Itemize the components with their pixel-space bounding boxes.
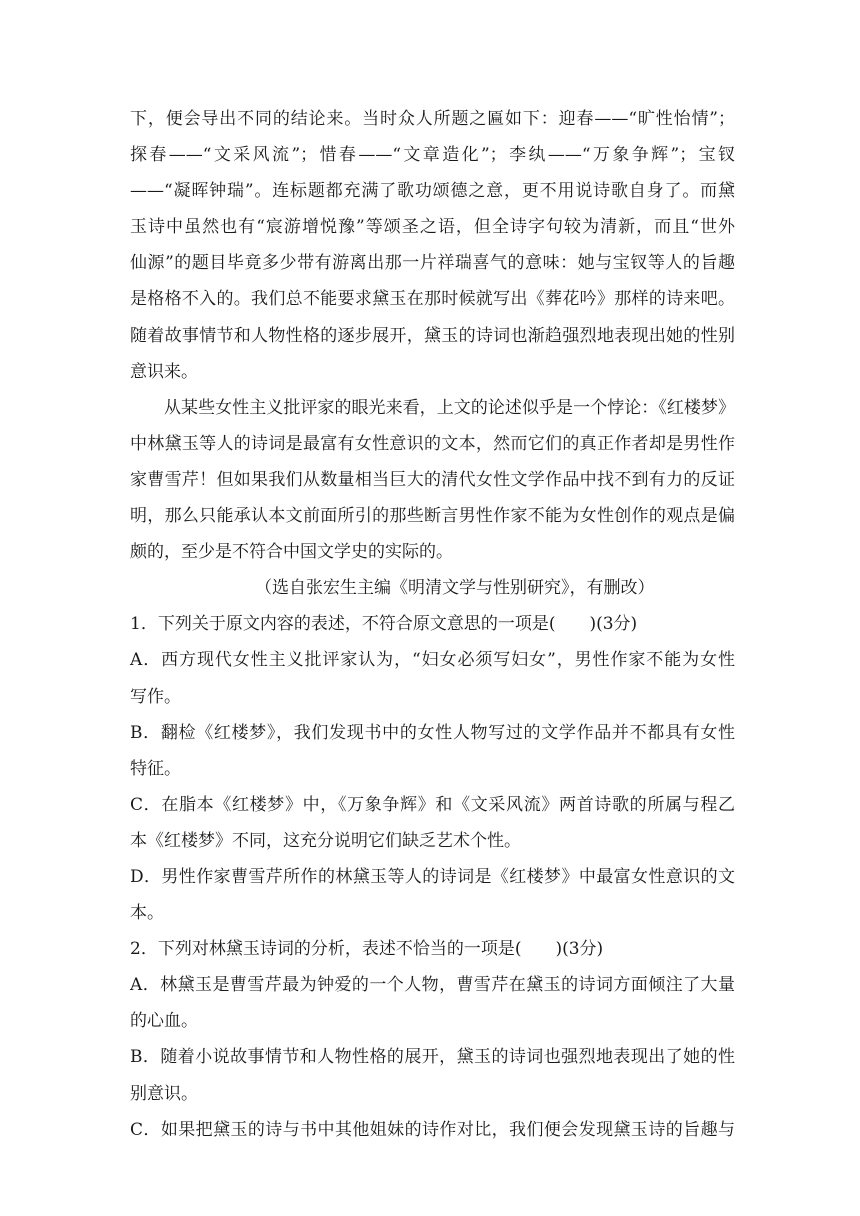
option-line: 写作。: [130, 686, 181, 707]
text-line: 是格格不入的。我们总不能要求黛玉在那时候就写出《葬花吟》那样的诗来吧。: [130, 289, 735, 310]
question-1: [130, 606, 735, 931]
source-citation: （选自张宏生主编《明清文学与性别研究》，有删改）: [255, 578, 655, 599]
text-line: 探春——“文采风流”；惜春——“文章造化”；李纨——“万象争辉”；宝钗: [130, 145, 735, 166]
text-line: 中林黛玉等人的诗词是最富有女性意识的文本，然而它们的真正作者却是男性作: [130, 433, 735, 454]
text-line: 意识来。: [130, 361, 198, 382]
paragraph-1: [130, 101, 735, 390]
question-stem: 1．下列关于原文内容的表述，不符合原文意思的一项是( )(3分): [130, 614, 638, 635]
option-line: 特征。: [130, 758, 181, 779]
option-b: [130, 1039, 735, 1111]
option-c: [130, 1112, 735, 1148]
option-b: [130, 715, 735, 787]
text-line: 家曹雪芹！但如果我们从数量相当巨大的清代女性文学作品中找不到有力的反证: [130, 469, 735, 490]
option-line: D．男性作家曹雪芹所作的林黛玉等人的诗词是《红楼梦》中最富女性意识的文: [130, 866, 735, 887]
option-d: [130, 859, 735, 931]
option-line: A．林黛玉是曹雪芹最为钟爱的一个人物，曹雪芹在黛玉的诗词方面倾注了大量: [130, 975, 735, 996]
option-line: 的心血。: [130, 1011, 198, 1032]
text-line: 玉诗中虽然也有“宸游增悦豫”等颂圣之语，但全诗字句较为清新，而且“世外: [130, 217, 735, 238]
passage-text: [130, 101, 735, 1148]
option-line: B．翻检《红楼梦》，我们发现书中的女性人物写过的文学作品并不都具有女性: [130, 722, 735, 743]
option-line: 本《红楼梦》不同，这充分说明它们缺乏艺术个性。: [130, 830, 521, 851]
question-2: [130, 931, 735, 1148]
option-line: C．如果把黛玉的诗与书中其他姐妹的诗作对比，我们便会发现黛玉诗的旨趣与: [130, 1119, 735, 1140]
text-line: 明，那么只能承认本文前面所引的那些断言男性作家不能为女性创作的观点是偏: [130, 506, 735, 527]
text-line: 仙源”的题目毕竟多少带有游离出那一片祥瑞喜气的意味：她与宝钗等人的旨趣: [130, 253, 735, 274]
option-line: 别意识。: [130, 1083, 198, 1104]
text-line: 随着故事情节和人物性格的逐步展开，黛玉的诗词也渐趋强烈地表现出她的性别: [130, 325, 735, 346]
option-line: 本。: [130, 903, 164, 924]
text-line: 从某些女性主义批评家的眼光来看，上文的论述似乎是一个悖论：《红楼梦》: [164, 397, 735, 418]
option-line: A．西方现代女性主义批评家认为，“妇女必须写妇女”，男性作家不能为女性: [130, 650, 735, 671]
option-a: [130, 642, 735, 714]
option-a: [130, 967, 735, 1039]
text-line: 颇的，至少是不符合中国文学史的实际的。: [130, 542, 453, 563]
question-stem: 2．下列对林黛玉诗词的分析，表述不恰当的一项是( )(3分): [130, 939, 604, 960]
paragraph-2: [130, 390, 735, 570]
text-line: ——“凝晖钟瑞”。连标题都充满了歌功颂德之意，更不用说诗歌自身了。而黛: [130, 181, 735, 202]
option-line: C．在脂本《红楼梦》中，《万象争辉》和《文采风流》两首诗歌的所属与程乙: [130, 794, 735, 815]
option-c: [130, 787, 735, 859]
text-line: 下，便会导出不同的结论来。当时众人所题之匾如下：迎春——“旷性怡情”；: [130, 109, 735, 129]
option-line: B．随着小说故事情节和人物性格的展开，黛玉的诗词也强烈地表现出了她的性: [130, 1047, 735, 1068]
